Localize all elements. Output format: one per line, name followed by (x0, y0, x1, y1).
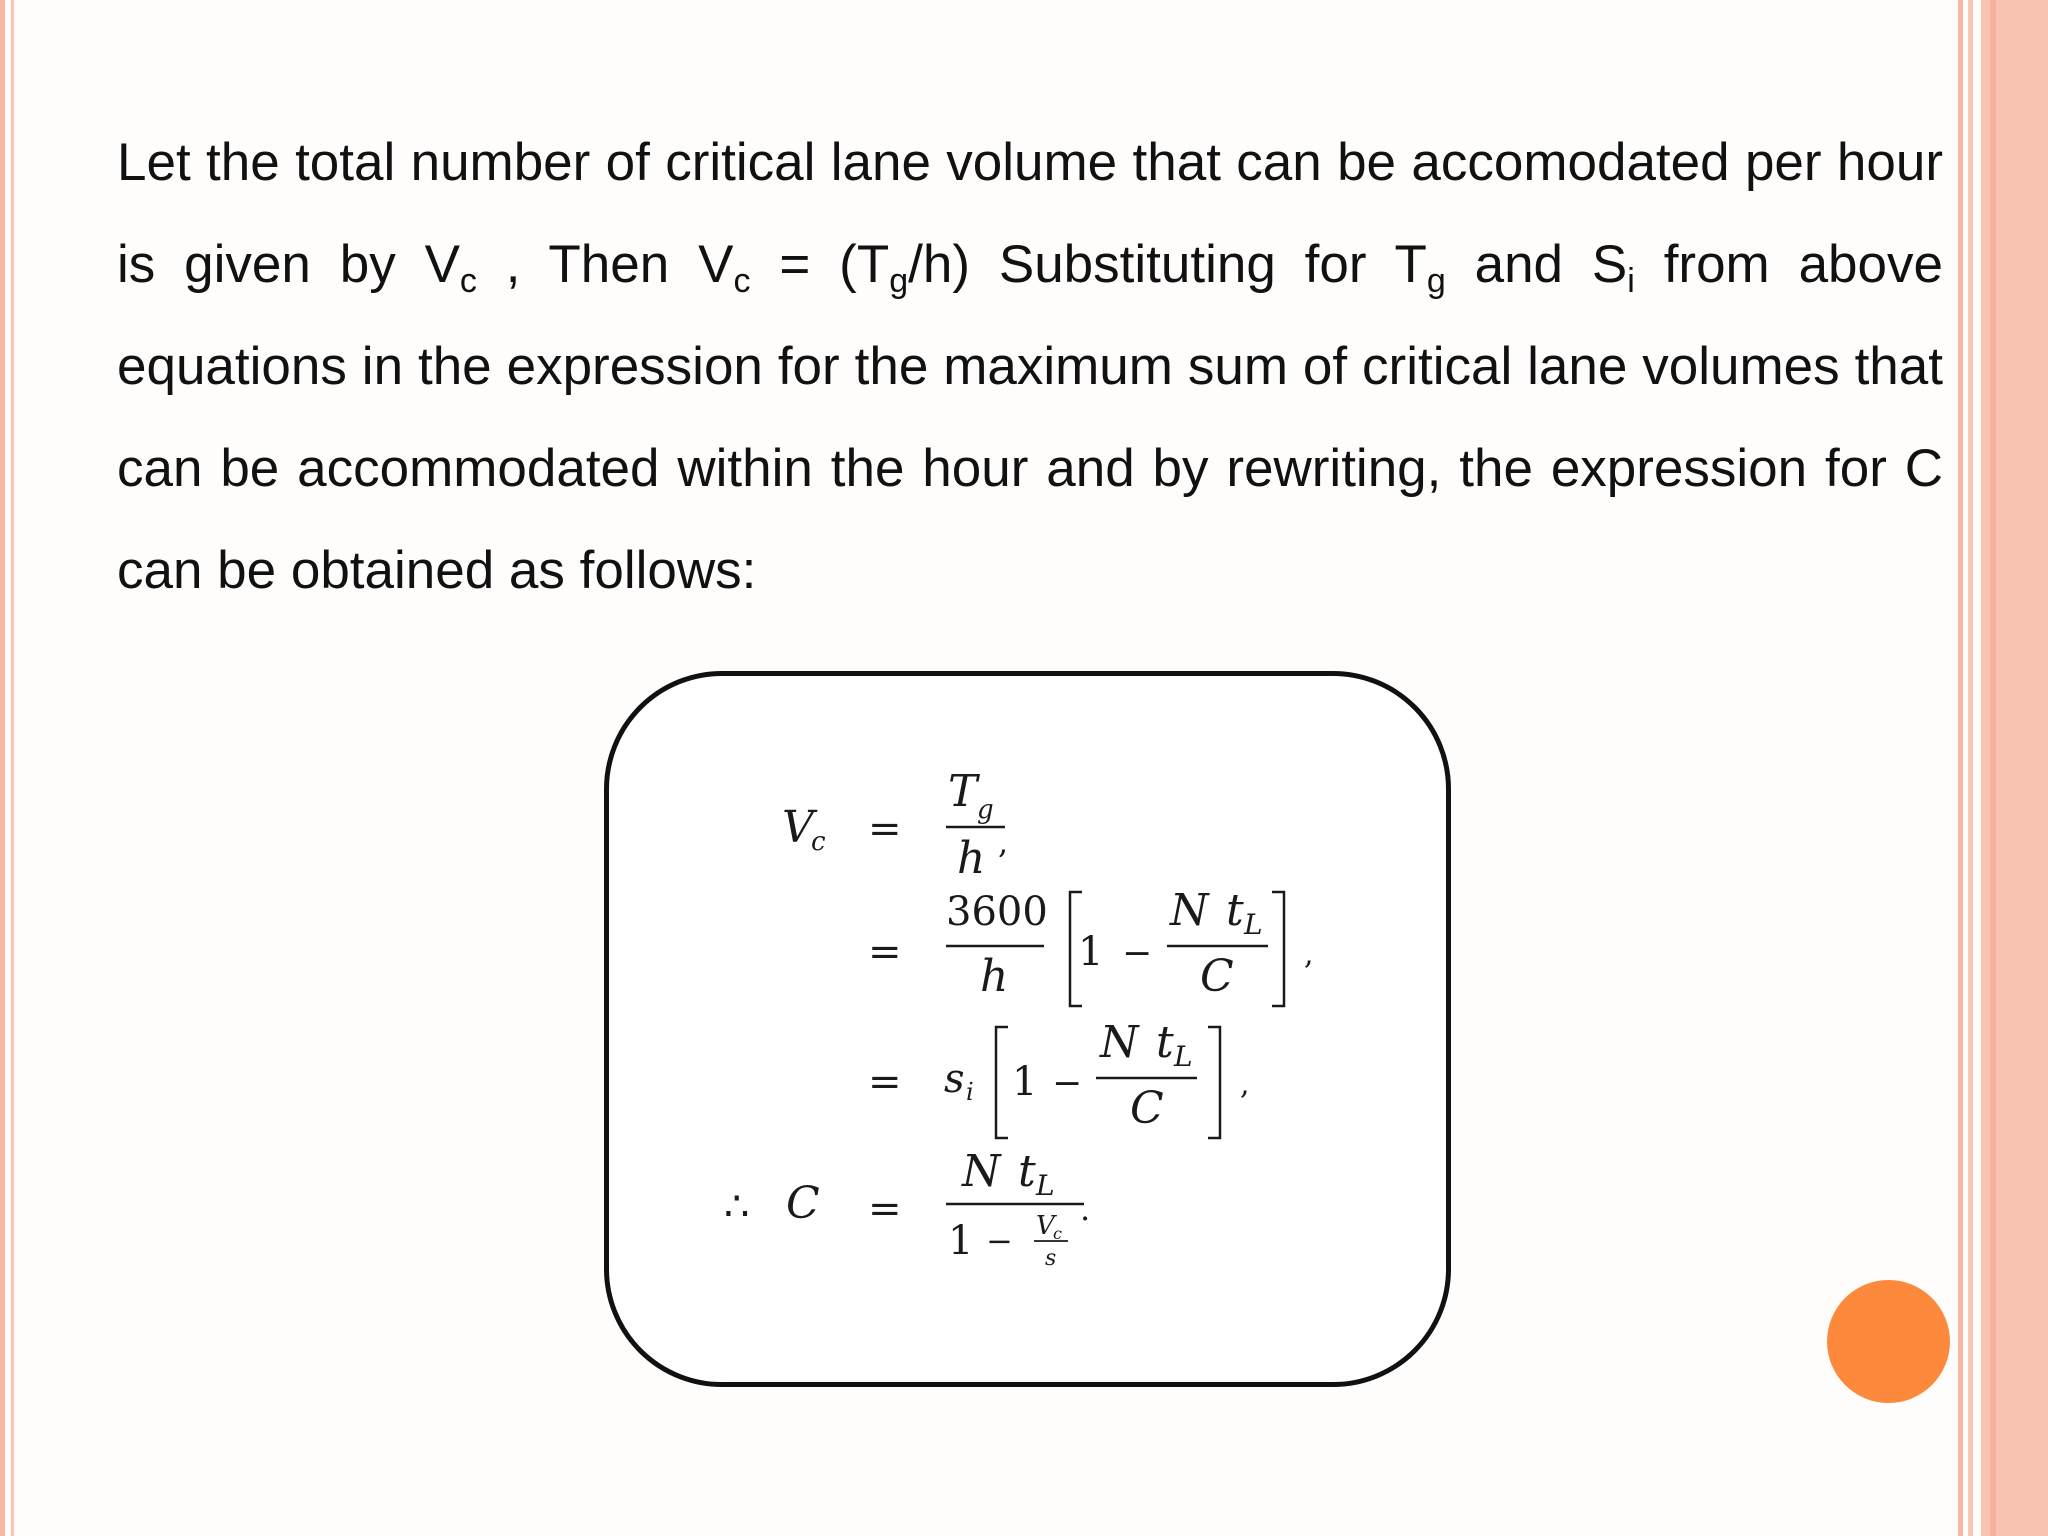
c-symbol: C (1200, 951, 1234, 1002)
left-bracket (996, 1027, 1008, 1138)
comma: , (1304, 937, 1314, 972)
right-bracket (1272, 892, 1284, 1006)
equals-sign-2: = (868, 929, 902, 975)
paragraph-line-2a: hour is given by V (117, 133, 1943, 294)
period: . (1080, 1190, 1091, 1228)
s-subscript: i (966, 1078, 974, 1106)
equals-sign-1: = (868, 806, 902, 852)
paragraph-line-4: volumes that can be accommodated within the hour and by rewriting, the (117, 337, 1943, 498)
l-subscript: L (1174, 1040, 1193, 1073)
subscript-g: g (889, 262, 909, 300)
s-symbol-small: s (1045, 1246, 1057, 1271)
vc-symbol: V (1036, 1211, 1055, 1241)
subscript-c: c (733, 262, 751, 300)
n-symbol: N (1170, 885, 1209, 936)
h-symbol: h (957, 833, 986, 884)
tg-subscript: g (977, 795, 994, 825)
accent-circle (1827, 1280, 1950, 1403)
subscript-i: i (1627, 262, 1635, 300)
t-symbol: t (1226, 885, 1244, 936)
l-subscript: L (1036, 1169, 1055, 1202)
n-symbol: N (962, 1146, 1001, 1197)
tg-symbol: T (948, 766, 978, 817)
therefore-symbol: ∴ (724, 1184, 750, 1230)
vc-symbol: V (782, 802, 814, 853)
t-symbol: t (1156, 1017, 1174, 1068)
c-symbol: C (786, 1178, 820, 1229)
right-bracket (1208, 1027, 1220, 1138)
one: 1 (948, 1218, 974, 1264)
paragraph-line-2d: /h) Substituting for T (908, 235, 1427, 294)
paragraph-line-1: Let the total number of critical lane volume that can be accomodated per (117, 133, 1822, 192)
paragraph-line-2b: , Then V (505, 235, 734, 294)
minus-sign: − (986, 1222, 1013, 1260)
minus-sign: − (1052, 1063, 1083, 1104)
c-symbol: C (1130, 1083, 1164, 1134)
comma: , (998, 823, 1009, 861)
paragraph-line-2f: from (1663, 235, 1770, 294)
t-symbol: t (1018, 1146, 1036, 1197)
vc-subscript: c (811, 827, 826, 857)
paragraph-line-3: above equations in the expression for the maximum sum of critical lane (117, 235, 1943, 396)
equals-sign-4: = (868, 1186, 902, 1232)
n-symbol: N (1100, 1017, 1139, 1068)
s-symbol: s (944, 1056, 965, 1102)
number-3600: 3600 (946, 889, 1048, 935)
h-symbol: h (980, 951, 1009, 1002)
subscript-c: c (459, 262, 477, 300)
subscript-g: g (1426, 262, 1446, 300)
paragraph-line-2e: and S (1474, 235, 1628, 294)
one: 1 (1012, 1059, 1038, 1105)
comma: , (1240, 1067, 1250, 1102)
l-subscript: L (1244, 908, 1263, 941)
vc-subscript: c (1053, 1224, 1062, 1243)
paragraph-line-5: expression for C can be obtained as follows: (117, 439, 1943, 600)
minus-sign: − (1122, 933, 1153, 974)
paragraph-line-2c: = (T (779, 235, 890, 294)
equals-sign-3: = (868, 1059, 902, 1105)
one: 1 (1078, 929, 1104, 975)
